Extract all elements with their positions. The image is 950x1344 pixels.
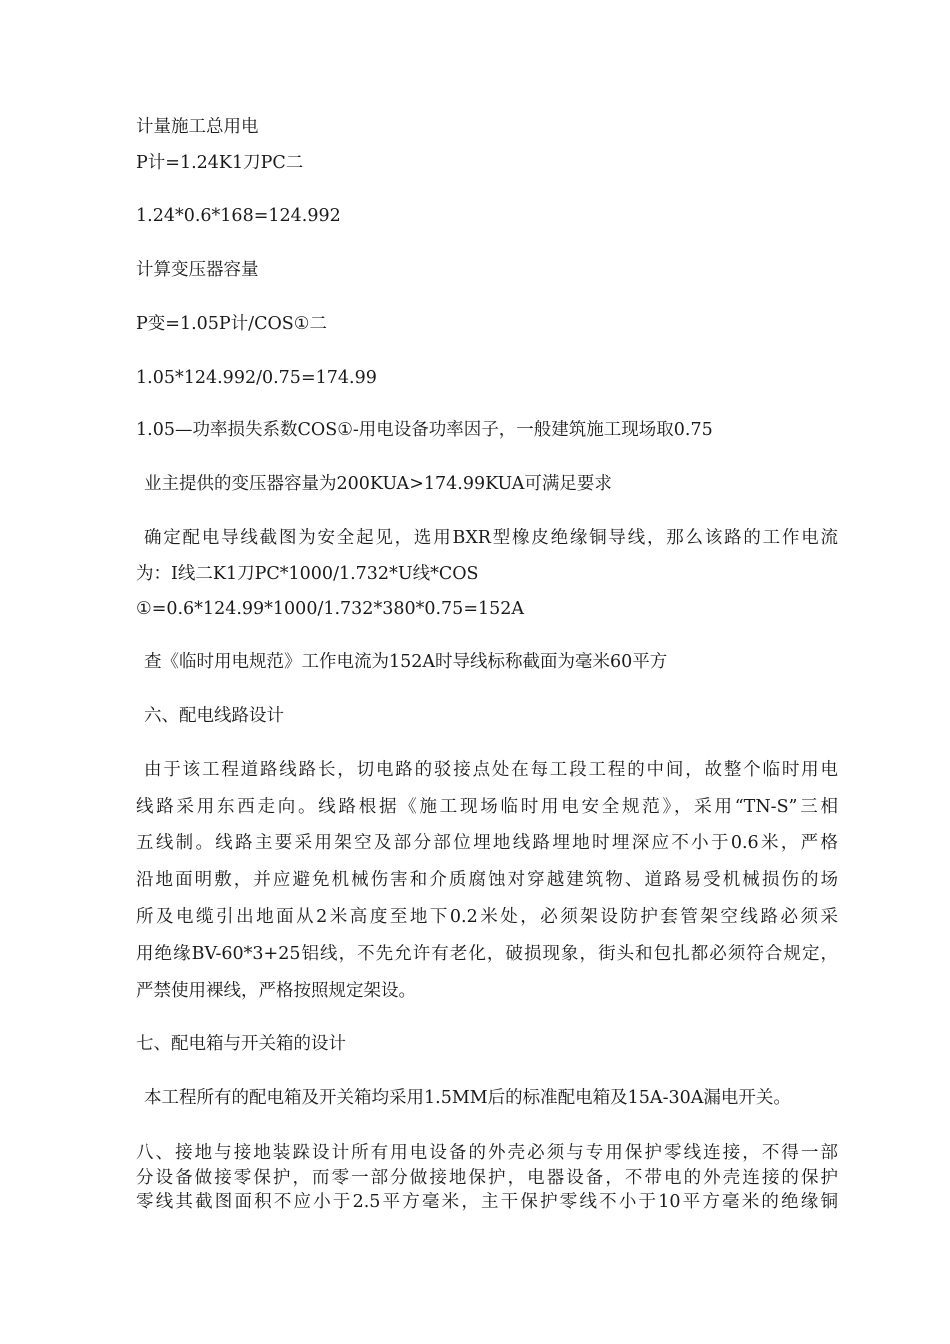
text-line: ①=0.6*124.99*1000/1.732*380*0.75=152A <box>136 599 525 619</box>
text-line: 严禁使用裸线，严格按照规定架设。 <box>136 981 416 1001</box>
text-line: P计=1.24K1刀PC二 <box>136 153 304 173</box>
text-line: 为：I线二K1刀PC*1000/1.732*U线*COS <box>136 564 479 584</box>
text-line: 查《临时用电规范》工作电流为152A时导线标称截面为毫米60平方 <box>144 652 668 672</box>
text-line: 五线制。线路主要采用架空及部分部位埋地线路埋地时埋深应不小于0.6米，严格 <box>136 833 838 853</box>
text-line: 八、接地与接地装跺设计所有用电设备的外壳必须与专用保护零线连接，不得一部 <box>136 1143 838 1163</box>
text-line: 用绝缘BV-60*3+25铝线，不先允许有老化，破损现象，街头和包扎都必须符合规定， <box>136 944 838 964</box>
text-line: 零线其截图面积不应小于2.5平方毫米，主干保护零线不小于10平方毫米的绝缘铜 <box>136 1192 838 1212</box>
text-line: 1.05—功率损失系数COS①-用电设备功率因子，一般建筑施工现场取0.75 <box>136 420 713 440</box>
text-line: 确定配电导线截图为安全起见，选用BXR型橡皮绝缘铜导线，那么该路的工作电流 <box>144 528 838 548</box>
text-line: 所及电缆引出地面从2米高度至地下0.2米处，必须架设防护套管架空线路必须采 <box>136 907 838 927</box>
text-line: 沿地面明敷，并应避免机械伤害和介质腐蚀对穿越建筑物、道路易受机械损伤的场 <box>136 870 838 890</box>
text-line: 1.05*124.992/0.75=174.99 <box>136 368 377 388</box>
text-line: 业主提供的变压器容量为200KUA>174.99KUA可满足要求 <box>144 474 612 494</box>
text-line: 由于该工程道路线路长，切电路的驳接点处在每工段工程的中间，故整个临时用电 <box>144 760 838 780</box>
section-heading: 七、配电箱与开关箱的设计 <box>136 1034 346 1054</box>
text-line: 分设备做接零保护，而零一部分做接地保护，电器设备，不带电的外壳连接的保护 <box>136 1168 838 1188</box>
text-line: 本工程所有的配电箱及开关箱均采用1.5MM后的标准配电箱及15A-30A漏电开关。 <box>144 1088 791 1108</box>
text-line: 计量施工总用电 <box>136 117 259 137</box>
section-heading: 六、配电线路设计 <box>144 706 284 726</box>
text-line: P变=1.05P计/COS①二 <box>136 314 327 334</box>
text-line: 计算变压器容量 <box>136 260 259 280</box>
text-line: 1.24*0.6*168=124.992 <box>136 206 341 226</box>
text-line: 线路采用东西走向。线路根据《施工现场临时用电安全规范》，采用“TN-S”三相 <box>136 797 838 817</box>
